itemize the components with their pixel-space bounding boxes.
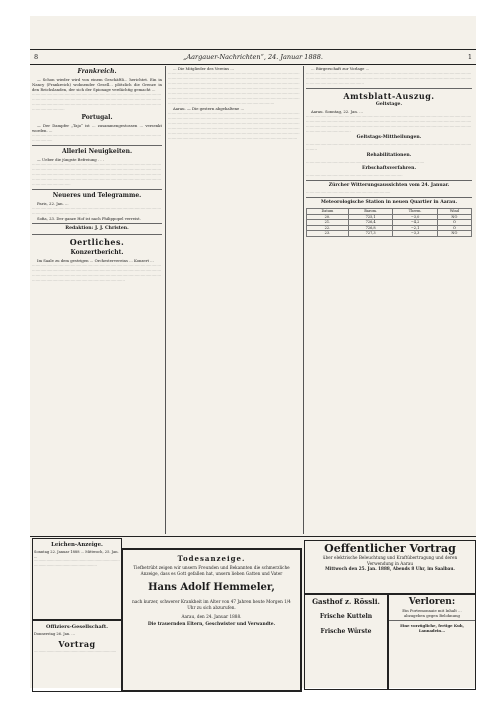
ad-text: Sonntag 22. Januar 1888 ... Mittwoch, 25. Jan. ... [34,550,119,559]
table-cell: −3,0 [393,214,437,220]
ad-title: Todesanzeige. [177,554,246,563]
divider [306,180,472,181]
divider [32,189,162,190]
ad-title: Leichen-Anzeige. [51,542,103,548]
ad-signature: Die trauernden Eltern, Geschwister und Verwandte. [147,621,276,627]
section-heading-telegramme: Neueres und Telegramme. [52,192,142,199]
article-text-filler: ································································································································································································································································································································································································································································ [306,114,472,134]
article-text-filler: ······································································································································································································································································································································································································································································································································································································································································································································································ [168,71,300,106]
subheading-rehabilitationen: Rehabilitationen. [366,153,412,158]
table-cell: 22. [307,225,349,231]
subheading-geltstags-mittheilungen: Geltstags-Mittheilungen. [356,135,422,140]
article-text-filler: ·························································································································································· [32,206,162,216]
article-text: Im Saale zu dem gestrigen ... Orchestervereins ... Konzert ... [37,258,154,263]
table-row [307,231,472,237]
ads-divider [30,536,476,537]
header-mark: 1 [467,53,472,61]
table-cell: 726,4 [348,220,393,226]
ad-item: Frische Würste [320,628,372,635]
ad-title: Oeffentlicher Vortrag [324,542,456,555]
subheading-erbschaft: Erbschaftsverfahren. [361,166,417,171]
table-cell: 20. [307,214,349,220]
ad-item: Frische Kutteln [319,613,373,620]
telegram-paris: Paris, 22. Jan. ... [37,201,69,206]
table-cell: −2,1 [393,225,437,231]
column-rule [303,66,304,534]
article-text: ... Bürgerschaft zur Vorlage ... [311,66,370,71]
article-text-filler: ···························································································································· [32,133,162,143]
table-cell: 726,8 [348,225,393,231]
article-text-filler: ············································································································································································································································································································································································································································································································································································································································································ [168,111,300,141]
divider [389,620,475,621]
ad-text: Eine vorzügliche, fertige Kuh, Lannadein... [400,623,464,633]
article-text: ... Die Mitglieder des Vereins ... [173,66,234,71]
divider [32,234,162,235]
table-cell: 725,1 [348,214,393,220]
table-cell: O [437,220,471,226]
article-text-filler: ······································································ [306,190,391,195]
table-header: Therm. [393,209,437,215]
column-3 [306,66,472,534]
subheading-meteo-station: Meteorologische Station in neuen Quartier in Aarau. [320,200,458,205]
meteo-table [306,208,472,237]
section-heading-portugal: Portugal. [81,114,113,121]
article-text-filler: ·································································································································································································································································································································· [306,71,472,86]
ad-title: Offiziers-Gesellschaft. [46,624,108,630]
column-2 [168,66,300,534]
article-text-filler: ·············································································································································································································································································································································································································· [32,263,162,283]
subheading-geltstage: Geltstage. [375,102,403,107]
todesanzeige-ad [121,548,302,692]
offiziers-gesellschaft-ad [32,620,122,692]
ad-text: nach kurzer, schwerer Krankheit im Alter von 47 Jahren heute Morgen 1/4 Uhr zu sich abzurufen. [132,599,291,610]
article-text: — Schon wieder wird von einem Geschäftli... herichtet. Ein in Nancy (Frankreich) wohnender Gesell... plötzlich die Grenze in den Reichslanden, der sich der Spionage verdächtig gemacht ... [32,77,162,92]
oeffentlicher-vortrag-ad [304,540,476,594]
article-text: — Ueber die jüngste Befreiung . . . [37,157,104,162]
article-text-filler: ·································································································· [306,160,425,165]
ad-intro: Tiefbetrübt zeigen wir unsern Freunden und Bekannten die schmerzliche Anzeige, dass es Gott gefallen hat, unsern lieben Gatten und Vater [133,565,290,576]
table-header: Barom. [348,209,393,215]
ad-text: über elektrische Beleuchtung und Kraftübertragung und deren Verwendung in Aarau [322,555,458,566]
table-cell: 23. [307,231,349,237]
article-text-filler: ·················································································································································· [306,142,472,152]
divider [32,223,162,224]
table-cell: NO [437,214,471,220]
table-cell: NO [437,231,471,237]
article-text-filler: ············································································································································································································································································································································································································································································ [32,162,162,187]
ad-date-place: Aarau, den 24. Januar 1888. [181,614,242,619]
telegram-sofia: Sofia, 23. Der ganze Hof ist nach Philippopel verreist. [37,216,141,221]
article-text: — Der Dampfer „Tajo“ ist ... zusammengestossen ... versenkt worden. ... [32,123,162,133]
table-header: Datum [307,209,349,215]
article-text-filler: ···························································································································································································································································································································································· [32,92,162,112]
ad-title: Gasthof z. Rössli. [312,597,380,606]
section-heading-konzertbericht: Konzertbericht. [70,249,124,256]
redaktion-line: Redaktion: J. J. Christen. [65,226,129,231]
column-1 [32,66,162,534]
leichen-anzeige-ad [32,538,122,620]
article-text-aarau: Aarau. — Die gestern abgehaltene ... [173,106,245,111]
table-cell: −4,2 [393,220,437,226]
article-text: Aarau. Sonntag, 22. Jan. ... [311,109,363,114]
ad-text-filler: ········································································ [34,649,117,654]
table-cell: 21. [307,220,349,226]
table-cell: −3,3 [393,231,437,237]
gasthof-roessli-ad [304,594,388,690]
section-heading-amtsblatt: Amtsblatt-Auszug. [343,91,435,101]
article-text-filler: ················································································ [306,173,403,178]
divider [32,145,162,146]
ad-vortrag-label: Vortrag [58,638,96,649]
page-header [30,49,476,65]
ad-text-filler: ·································································································································· [34,559,120,568]
subheading-witterung: Zürcher Witterungsaussichten vom 24. Januar. [328,183,450,188]
table-cell: O [437,225,471,231]
divider [306,88,472,89]
ad-text: Donnerstag 26. Jan. ... [34,632,75,636]
page-number: 8 [34,53,39,61]
masthead-line: „Aargauer-Nachrichten“, 24. Januar 1888. [183,53,323,61]
ad-title: Verloren: [408,597,456,607]
divider [306,197,472,198]
deceased-name: Hans Adolf Hemmeler, [148,582,275,593]
ad-text: Ein Portemonnaie mit Inhalt ... abzugeben gegen Belohnung [402,608,462,618]
column-rule [165,66,166,534]
table-cell: 727,3 [348,231,393,237]
table-header: Wind [437,209,471,215]
section-heading-frankreich: Frankreich. [77,68,117,75]
ad-date: Mittwoch den 25. Jan. 1888, Abends 8 Uhr, im Saalbau. [325,566,455,571]
section-heading-allerlei: Allerlei Neuigkeiten. [61,148,133,155]
verloren-ad [388,594,476,690]
section-heading-oertliches: Oertliches. [69,237,125,247]
